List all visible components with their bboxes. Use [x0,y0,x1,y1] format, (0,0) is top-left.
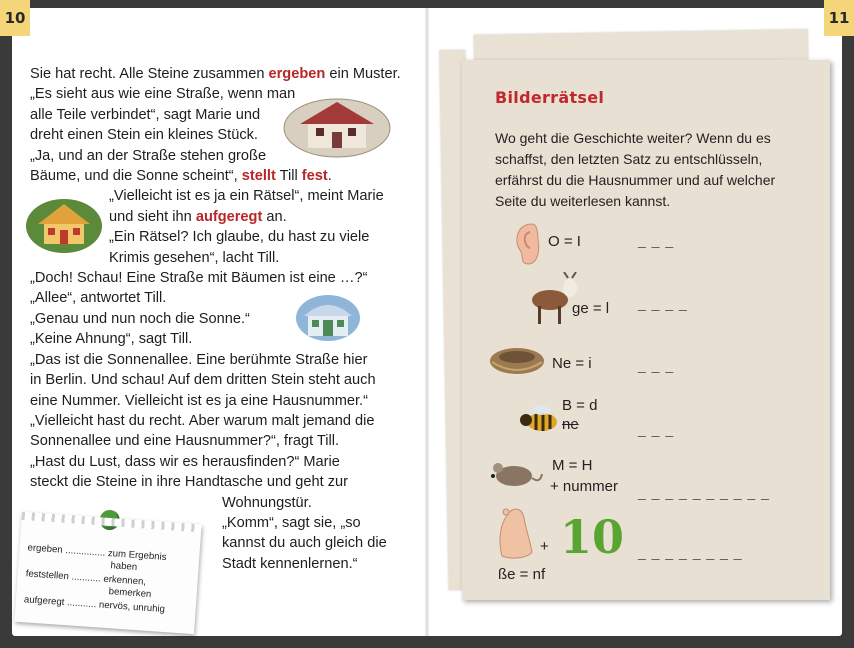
house-stone-blue-image [294,292,362,342]
story-line: „Allee“, antwortet Till. [30,290,167,307]
ear-icon [510,220,542,268]
glossary-row-1: ergeben ............... zum Ergebnis [27,542,167,564]
number-ten: 10 [560,510,625,564]
story-line: „Ein Rätsel? Ich glaube, du hast zu viele [109,229,370,246]
intro-line: erfährst du die Hausnummer und auf welcher [495,172,776,188]
story-line: und sieht ihn aufgeregt an. [109,208,287,225]
glossary-row-2: haben [110,560,138,574]
glossary-row-5: aufgeregt ........... nervös, unruhig [23,594,166,616]
story-line: steckt die Steine in ihre Handtasche und geht zur [30,474,349,491]
plus-sign: + [540,538,549,555]
story-line: „Hast du Lust, dass wir es herausfinden?“ Marie [30,453,340,470]
mouse-icon [488,454,544,490]
blank-bee: _ _ _ [638,421,675,437]
story-line: „Komm“, sagt sie, „so [222,514,361,531]
eq-mouse: M = H [552,457,593,474]
story-line: kannst du auch gleich die [222,535,387,552]
story-line: Bäume, und die Sonne scheint“, stellt Till fest. [30,168,332,185]
story-line: „Es sieht aus wie eine Straße, wenn man [30,86,296,103]
intro-line: Seite du weiterlesen kannst. [495,193,671,209]
page-number-right: 11 [824,0,854,36]
blank-nest: _ _ _ [638,357,675,373]
story-line: „Vielleicht ist es ja ein Rätsel“, meint Marie [109,188,384,205]
story-line: Stadt kennenlernen.“ [222,555,358,572]
highlight-word: fest [301,168,328,185]
story-line: „Doch! Schau! Eine Straße mit Bäumen ist eine …?“ [30,270,368,287]
eq-mouse-extra: + nummer [550,478,618,495]
glossary-note [14,512,201,634]
eq-nest: Ne = i [552,355,592,372]
house-stone-green-image [24,196,104,254]
house-stone-red-roof-image [282,94,392,158]
eq-foot: ße = nf [498,566,546,583]
foot-icon [492,500,536,560]
story-line: „Das ist die Sonnenallee. Eine berühmte Straße hier [30,351,368,368]
page-border-bottom [0,636,854,648]
bee-icon [516,402,566,438]
nest-icon [488,344,546,378]
blank-goat: _ _ _ _ [638,295,688,311]
story-line: „Keine Ahnung“, sagt Till. [30,331,193,348]
highlight-word: stellt [241,168,276,185]
story-line: alle Teile verbindet“, sagt Marie und [30,106,261,123]
blank-ear: _ _ _ [638,232,675,248]
page-border-right [842,0,854,648]
story-line: in Berlin. Und schau! Auf dem dritten Stein steht auch [30,372,376,389]
story-line: dreht einen Stein ein kleines Stück. [30,127,258,144]
page-border-top [0,0,854,8]
story-line: eine Nummer. Vielleicht ist es ja eine Hausnummer.“ [30,392,368,409]
gutter [425,8,429,636]
eq-goat: ge = l [572,300,610,317]
highlight-word: aufgeregt [195,208,263,225]
story-line: Sie hat recht. Alle Steine zusammen ergeben ein Muster. [30,66,401,82]
puzzle-intro [495,128,815,212]
highlight-word: ergeben [268,66,326,82]
glossary-row-4: bemerken [108,586,152,601]
intro-line: schaffst, den letzten Satz zu entschlüsseln, [495,151,763,167]
intro-line: Wo geht die Geschichte weiter? Wenn du es [495,130,771,146]
eq-ear: O = I [548,233,581,250]
story-line: „Ja, und an der Straße stehen große [30,147,267,164]
story-line: Wohnungstür. [222,494,312,511]
page-border-left [0,0,12,648]
eq-bee: B = d [562,397,598,414]
story-line: Krimis gesehen“, lacht Till. [109,249,280,266]
page-number-left: 10 [0,0,30,36]
eq-bee-strike: ne [562,416,579,433]
blank-mouse: _ _ _ _ _ _ _ _ _ _ [638,484,770,500]
blank-foot: _ _ _ _ _ _ _ _ [638,544,743,560]
puzzle-title: Bilderrätsel [495,88,605,107]
story-line: „Genau und nun noch die Sonne.“ [30,310,250,327]
story-line: „Vielleicht hast du recht. Aber warum malt jemand die [30,412,375,429]
story-line: Sonnenallee und eine Hausnummer?“, fragt Till. [30,433,340,450]
glossary-row-3: feststellen ........... erkennen, [25,568,147,588]
